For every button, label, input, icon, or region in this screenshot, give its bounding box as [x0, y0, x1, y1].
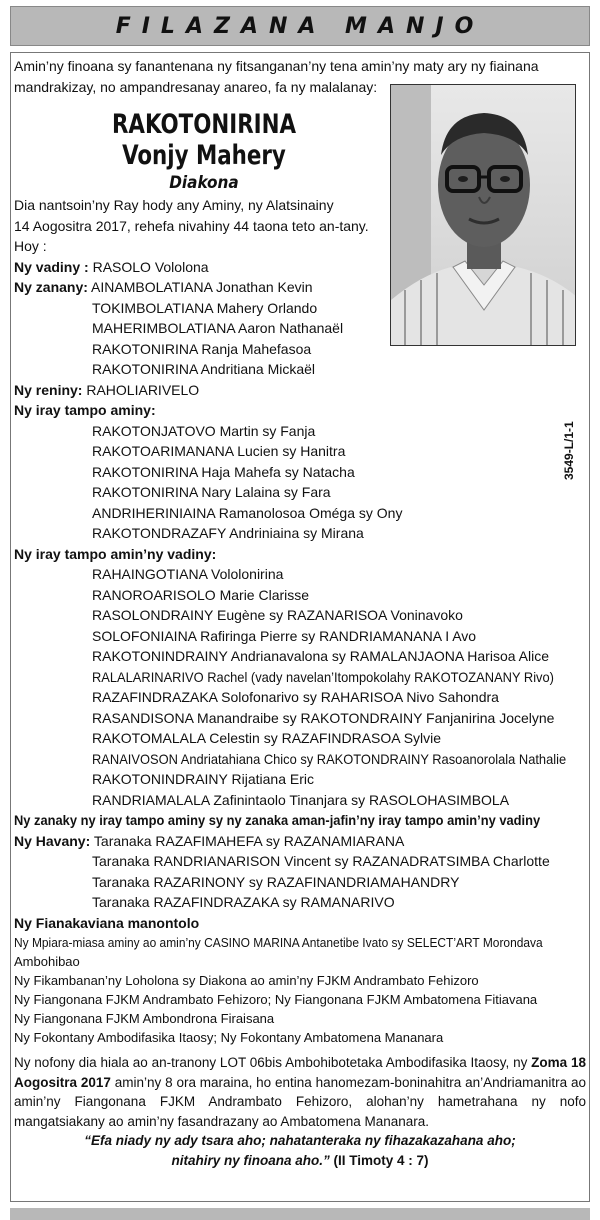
- family-line: Ny Mpiara-miasa aminy ao amin’ny CASINO MARINA Antanetibe Ivato sy SELECT’ART Morondava: [14, 935, 543, 950]
- sibling-name: RAKOTONIRINA Nary Lalaina sy Fara: [92, 484, 331, 500]
- family-line: Ny Fiangonana FJKM Ambondrona Firaisana: [14, 1011, 275, 1026]
- header-title: FILAZANA MANJO: [115, 13, 485, 39]
- quote-line-2: nitahiry ny finoana aho.”: [171, 1152, 330, 1168]
- family-line: Ny Fikambanan’ny Loholona sy Diakona ao amin’ny FJKM Andrambato Fehizoro: [14, 973, 479, 988]
- children-label: Ny zanany:: [14, 279, 88, 295]
- quote-line-1: “Efa niady ny ady tsara aho; nahatanteraka ny fihazakazahana aho;: [84, 1133, 516, 1148]
- relatives-label: Ny Havany:: [14, 832, 91, 849]
- in-law-name: RANOROARISOLO Marie Clarisse: [92, 586, 310, 603]
- death-line-1: Dia nantsoin’ny Ray hody any Aminy, ny Alatsinainy: [14, 197, 334, 213]
- reference-code: 3549-L/1-1: [562, 421, 576, 480]
- deceased-surname: RAKOTONIRINA: [111, 109, 297, 140]
- funeral-text-part2: amin’ny 8 ora maraina, ho entina hanomezam-boninahitra an’Andriamanitra ao amin’ny Fiangonana FJKM Andrambato Fehizoro, alohan’ny hametrahana ny nofo mangatsiakany ao amin’ny fasandrazany ao Ambatomena Mananara.: [14, 1074, 586, 1129]
- in-law-name: RAKOTOMALALA Celestin sy RAZAFINDRASOA Sylvie: [92, 730, 442, 746]
- child-name: MAHERIMBOLATIANA Aaron Nathanaël: [92, 320, 344, 336]
- spouse-name: RASOLO Vololona: [92, 258, 209, 275]
- in-law-name: RAKOTONINDRAINY Andrianavalona sy RAMALANJAONA Harisoa Alice: [92, 648, 549, 664]
- sibling-name: RAKOTONJATOVO Martin sy Fanja: [92, 422, 316, 439]
- death-line-2: 14 Aogositra 2017, rehefa nivahiny 44 taona teto an-tany.: [14, 217, 369, 234]
- portrait-photo: [390, 84, 576, 346]
- sibling-name: RAKOTONIRINA Haja Mahefa sy Natacha: [92, 463, 355, 480]
- in-law-name: RAHAINGOTIANA Vololonirina: [92, 566, 284, 582]
- child-name: TOKIMBOLATIANA Mahery Orlando: [92, 299, 318, 316]
- intro-text: Amin’ny finoana sy fanantenana ny fitsanganan’ny tena amin’ny maty ary ny fiainana mandrakizay, no ampandresanay anareo, fa ny malalanay:: [14, 58, 539, 95]
- nieces-nephews-label: Ny zanaky ny iray tampo aminy sy ny zanaka aman-jafin’ny iray tampo amin’ny vadiny: [14, 812, 541, 828]
- in-law-name: RANDRIAMALALA Zafinintaolo Tinanjara sy RASOLOHASIMBOLA: [92, 791, 510, 808]
- footer-bar: [10, 1208, 590, 1220]
- child-name: RAKOTONIRINA Andritiana Mickaël: [92, 361, 316, 377]
- in-law-name: RALALARINARIVO Rachel (vady navelan’Itompokolahy RAKOTOZANANY Rivo): [92, 668, 554, 685]
- relatives-name: Taranaka RAZARINONY sy RAZAFINANDRIAMAHANDRY: [92, 873, 460, 890]
- in-law-name: RASOLONDRAINY Eugène sy RAZANARISOA Voninavoko: [92, 607, 463, 623]
- funeral-date: Zoma 18 Aogositra 2017: [14, 1055, 586, 1090]
- relatives-name: Taranaka RANDRIANARISON Vincent sy RAZANADRATSIMBA Charlotte: [92, 853, 550, 869]
- funeral-text-part1: Ny nofony dia hiala ao an-tranony LOT 06bis Ambohibotetaka Ambodifasika Itaosy, ny: [14, 1055, 532, 1070]
- deceased-title: Diakona: [169, 173, 239, 193]
- family-line: Ny Fokontany Ambodifasika Itaosy; Ny Fokontany Ambatomena Mananara: [14, 1030, 444, 1045]
- in-law-name: RAKOTONINDRAINY Rijatiana Eric: [92, 771, 314, 787]
- spouse-label: Ny vadiny :: [14, 258, 89, 275]
- mother-row: [14, 380, 586, 401]
- hoy-label: Hoy :: [14, 238, 47, 254]
- family-line: Ambohibao: [14, 954, 80, 969]
- relatives-row: [14, 831, 586, 852]
- child-name: RAKOTONIRINA Ranja Mahefasoa: [92, 340, 312, 357]
- child-name: AINAMBOLATIANA Jonathan Kevin: [91, 279, 313, 295]
- quote-reference: (II Timoty 4 : 7): [329, 1152, 429, 1168]
- in-law-name: RANAIVOSON Andriatahiana Chico sy RAKOTONDRAINY Rasoanorolala Nathalie: [92, 750, 567, 767]
- portrait-illustration: [391, 85, 576, 346]
- sibling-name: ANDRIHERINIAINA Ramanolosoa Oméga sy Ony: [92, 504, 403, 521]
- in-law-name: RASANDISONA Manandraibe sy RAKOTONDRAINY Fanjanirina Jocelyne: [92, 709, 555, 726]
- funeral-details: [14, 1053, 586, 1131]
- in-laws-label: Ny iray tampo amin’ny vadiny:: [14, 545, 217, 562]
- bible-quote: [14, 1131, 586, 1170]
- mother-name: RAHOLIARIVELO: [86, 381, 200, 398]
- siblings-label: Ny iray tampo aminy:: [14, 402, 156, 418]
- deceased-name-block: [14, 109, 374, 195]
- notice-content: [14, 56, 586, 1170]
- family-label: Ny Fianakaviana manontolo: [14, 914, 200, 931]
- relatives-name: Taranaka RAZAFIMAHEFA sy RAZANAMIARANA: [93, 832, 405, 849]
- in-law-name: RAZAFINDRAZAKA Solofonarivo sy RAHARISOA Nivo Sahondra: [92, 689, 499, 705]
- mother-label: Ny reniny:: [14, 381, 83, 398]
- sibling-name: RAKOTOARIMANANA Lucien sy Hanitra: [92, 443, 346, 459]
- sibling-name: RAKOTONDRAZAFY Andriniaina sy Mirana: [92, 525, 364, 541]
- relatives-name: Taranaka RAZAFINDRAZAKA sy RAMANARIVO: [92, 894, 395, 910]
- deceased-given-name: Vonjy Mahery: [122, 140, 286, 171]
- family-line: Ny Fiangonana FJKM Andrambato Fehizoro; Ny Fiangonana FJKM Ambatomena Fitiavana: [14, 992, 538, 1007]
- in-law-name: SOLOFONIAINA Rafiringa Pierre sy RANDRIAMANANA I Avo: [92, 627, 477, 644]
- page-header: [10, 6, 590, 46]
